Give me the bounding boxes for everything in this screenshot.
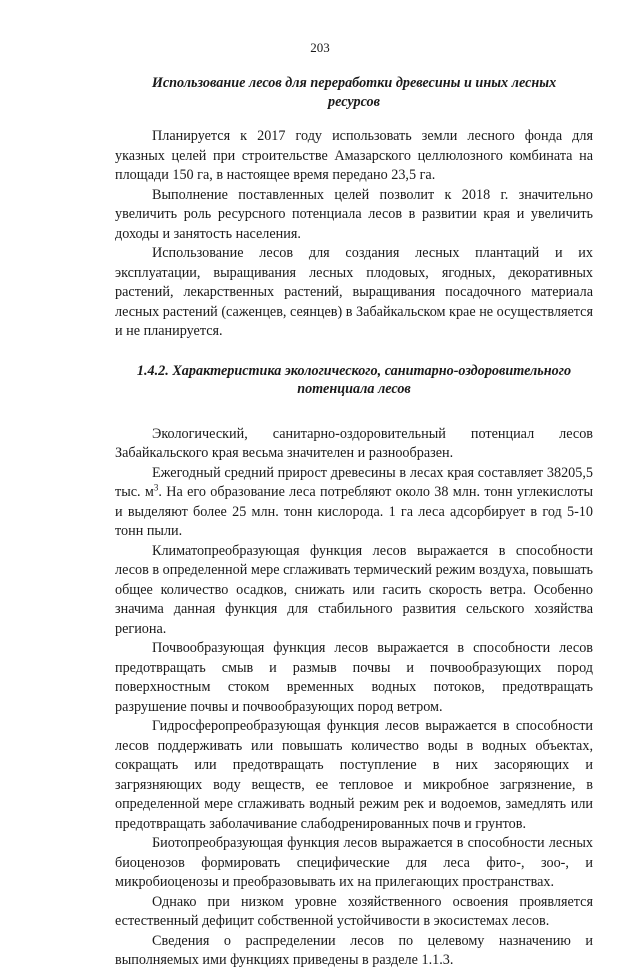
paragraph: Биотопреобразующая функция лесов выражается в способности лесных биоценозов формировать специфические для леса фито-, зоо-, и микробиоценозы и преобразовывать их на прилегающих пространствах. xyxy=(115,835,593,890)
paragraph-text: . На его образование леса потребляют около 38 млн. тонн углекислоты и выделяют более 25 млн. тонн кислорода. 1 га леса адсорбирует в год 5-10 тонн пыли. xyxy=(115,484,593,539)
heading-line: 1.4.2. Характеристика экологического, санитарно-оздоровительного xyxy=(136,362,572,379)
paragraph: Выполнение поставленных целей позволит к 2018 г. значительно увеличить роль ресурсного потенциала лесов в развитии края и увеличить доходы и занятость населения. xyxy=(115,186,593,242)
paragraph: Почвообразующая функция лесов выражается в способности лесов предотвращать смыв и размыв почвы и почвообразующих пород поверхностным стоком временных водных потоков, предотвращать разрушение почвы и почвообразующих пород ветром. xyxy=(115,640,593,715)
superscript: 3 xyxy=(153,482,159,493)
paragraph: Однако при низком уровне хозяйственного освоения проявляется естественный дефицит собственной устойчивости в экосистемах лесов. xyxy=(115,893,593,929)
page-content xyxy=(115,74,593,971)
paragraph: Использование лесов для создания лесных плантаций и их эксплуатации, выращивания лесных плодовых, ягодных, декоративных растений, лекарственных растений, выращивания посадочного материала лесных растений (саженцев, сеянцев) в Забайкальском крае не осуществляется и не планируется. xyxy=(115,245,593,339)
paragraph: Планируется к 2017 году использовать земли лесного фонда для указных целей при строительстве Амазарского целлюлозного комбината на площади 150 га, в настоящее время передано 23,5 га. xyxy=(115,128,593,183)
section-heading-forest-use xyxy=(115,74,593,111)
heading-line: ресурсов xyxy=(328,93,380,110)
paragraph: Экологический, санитарно-оздоровительный потенциал лесов Забайкальского края весьма значителен и разнообразен. xyxy=(115,425,593,461)
page-number: 203 xyxy=(310,40,330,55)
paragraph: Климатопреобразующая функция лесов выражается в способности лесов в определенной мере сглаживать термический режим воздуха, повышать общее количество осадков, снижать или гасить скорость ветра. Особенно значима данная функция для стабильного развития сельского хозяйства региона. xyxy=(115,542,593,637)
paragraph-text: Ежегодный средний прирост древесины в лесах края составляет 38205,5 тыс. м xyxy=(115,464,593,500)
heading-line: потенциала лесов xyxy=(297,381,411,397)
heading-line: Использование лесов для переработки древесины и иных лесных xyxy=(151,75,557,91)
section-heading-ecological-potential xyxy=(115,362,593,399)
paragraph xyxy=(115,464,593,542)
paragraph: Сведения о распределении лесов по целевому назначению и выполняемых ими функциях приведены в разделе 1.1.3. xyxy=(115,932,593,968)
paragraph: Гидросферопреобразующая функция лесов выражается в способности лесов поддерживать или повышать количество воды в водных объектах, сокращать или предотвращать поступление в них засоряющих и загрязняющих воду веществ, ее тепловое и микробное загрязнение, в определенной мере сглаживать водный режим рек и водоемов, замедлять или предотвращать заболачивание слабодренированных почв и грунтов. xyxy=(115,718,593,832)
